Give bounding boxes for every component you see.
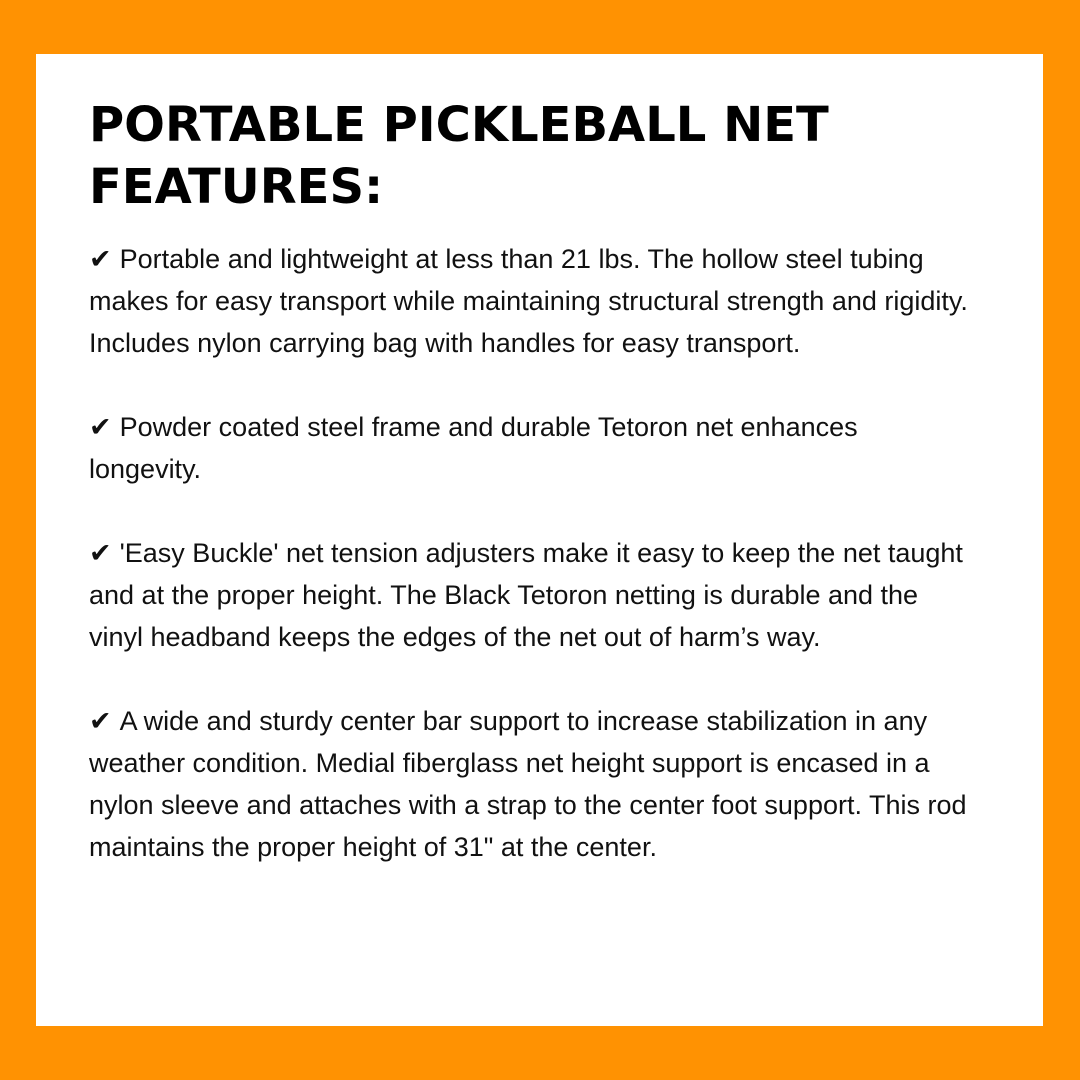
feature-item (89, 700, 973, 868)
feature-item (89, 532, 973, 658)
check-mark-icon: ✔ (89, 244, 112, 274)
feature-text: Portable and lightweight at less than 21 lbs. The hollow steel tubing makes for easy transport while maintaining structural strength and rigidity. Includes nylon carrying bag with handles for easy transport. (89, 244, 968, 358)
page-title: PORTABLE PICKLEBALL NET FEATURES: (89, 97, 829, 215)
feature-text: Powder coated steel frame and durable Tetoron net enhances longevity. (89, 412, 858, 484)
feature-list (89, 238, 973, 868)
feature-item (89, 406, 973, 490)
feature-text: A wide and sturdy center bar support to increase stabilization in any weather condition. Medial fiberglass net height support is encased in a nylon sleeve and attaches with a strap to the center foot support. This rod maintains the proper height of 31" at the center. (89, 706, 967, 862)
check-mark-icon: ✔ (89, 412, 112, 442)
feature-item (89, 238, 973, 364)
check-mark-icon: ✔ (89, 706, 112, 736)
feature-text: 'Easy Buckle' net tension adjusters make it easy to keep the net taught and at the proper height. The Black Tetoron netting is durable and the vinyl headband keeps the edges of the net out of harm’s way. (89, 538, 963, 652)
content-card (36, 54, 1043, 1026)
check-mark-icon: ✔ (89, 538, 112, 568)
